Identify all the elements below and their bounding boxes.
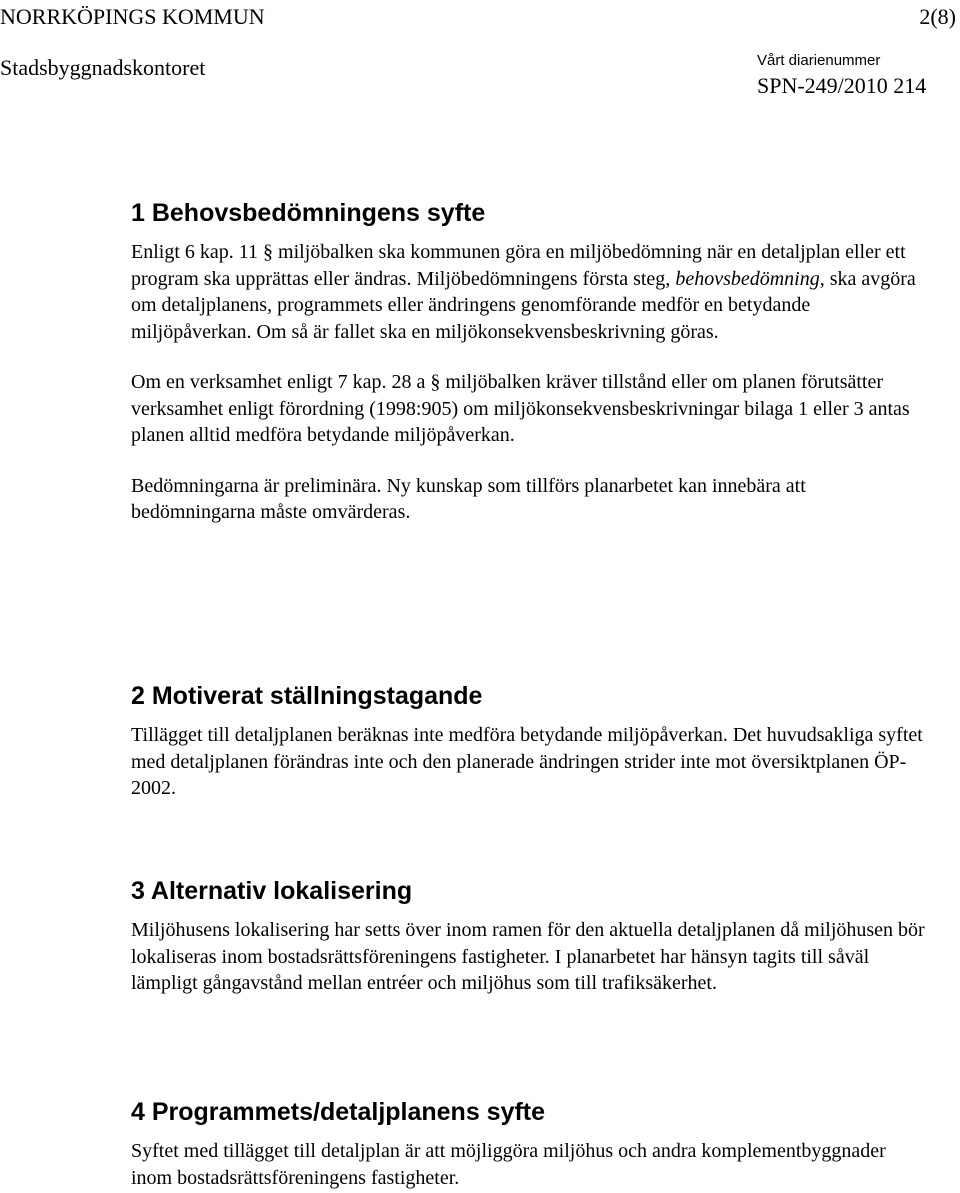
emphasis: behovsbedömning, [675, 267, 825, 290]
section-behovsbedomning [131, 198, 931, 526]
paragraph: Tillägget till detaljplanen beräknas inte medföra betydande miljöpåverkan. Det huvudsakliga syftet med detaljplanen förändras inte och den planerade ändringen strider inte mot översiktplanen ÖP-2002. [131, 724, 923, 799]
section-alternativ-lokalisering [131, 876, 931, 997]
diarienummer-label: Vårt diarienummer [757, 52, 881, 69]
section-heading: 2 Motiverat ställningstagande [131, 682, 483, 710]
page-number: 2(8) [919, 4, 956, 29]
section-heading: 4 Programmets/detaljplanens syfte [131, 1098, 546, 1126]
section-motiverat-stallningstagande [131, 681, 931, 802]
section-heading: 3 Alternativ lokalisering [131, 877, 413, 905]
section-heading: 1 Behovsbedömningens syfte [131, 199, 486, 227]
section-programmets-syfte [131, 1097, 931, 1191]
paragraph: Syftet med tillägget till detaljplan är att möjliggöra miljöhus och andra komplementbyggnader inom bostadsrättsföreningens fastigheter. [131, 1140, 886, 1189]
diarienummer: SPN-249/2010 214 [757, 73, 927, 98]
paragraph: Om en verksamhet enligt 7 kap. 28 a § miljöbalken kräver tillstånd eller om planen förutsätter verksamhet enligt förordning (1998:905) om miljökonsekvensbeskrivningar bilaga 1 eller 3 antas planen alltid medföra betydande miljöpåverkan. [131, 371, 910, 446]
paragraph: Miljöhusens lokalisering har setts över inom ramen för den aktuella detaljplanen då miljöhusen bör lokaliseras inom bostadsrättsföreningens fastigheter. I planarbetet har hänsyn tagits till såväl lämpligt gångavstånd mellan entréer och miljöhus som till trafiksäkerhet. [131, 919, 925, 994]
office-name: Stadsbyggnadskontoret [0, 55, 206, 80]
paragraph: Bedömningarna är preliminära. Ny kunskap som tillförs planarbetet kan innebära att bedömningarna måste omvärderas. [131, 474, 806, 523]
organization-name: NORRKÖPINGS KOMMUN [0, 4, 265, 29]
paragraph: Enligt 6 kap. 11 § miljöbalken ska kommunen göra en miljöbedömning när en detaljplan eller ett program ska upprättas eller ändras. Miljöbedömningens första steg, behovsbedömning, ska avgöra om detaljplanens, programmets eller ändringens genomförande medför en betydande miljöpåverkan. Om så är fallet ska en miljökonsekvensbeskrivning göras. [131, 241, 916, 343]
